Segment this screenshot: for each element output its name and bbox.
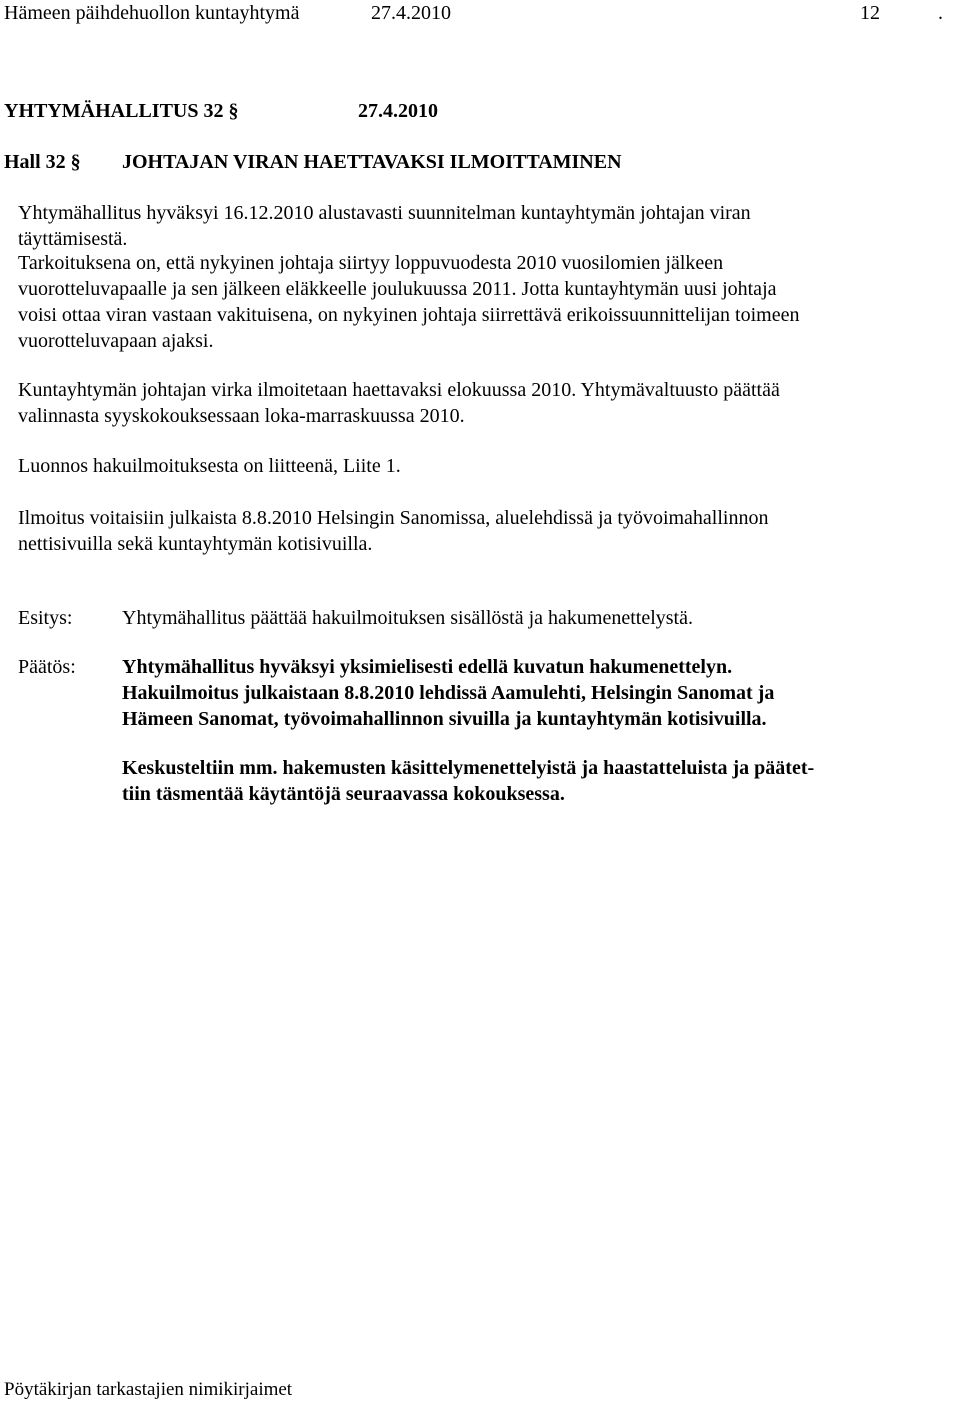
decision-discussion (122, 755, 942, 807)
paragraph-2 (18, 250, 938, 354)
paragraph-4-line-1: Luonnos hakuilmoituksesta on liitteenä, Liite 1. (18, 455, 401, 477)
decision-line-1: Yhtymähallitus hyväksyi yksimielisesti edellä kuvatun hakumenettelyn. (122, 656, 733, 678)
footer-signature-initials: Pöytäkirjan tarkastajien nimikirjaimet (4, 1379, 293, 1400)
meeting-body: YHTYMÄHALLITUS 32 § (4, 100, 239, 122)
paragraph-2-line-4: vuorotteluvapaan ajaksi. (18, 330, 214, 352)
proposal-text: Yhtymähallitus päättää hakuilmoituksen sisällöstä ja hakumenettelystä. (122, 607, 693, 629)
decision-line-3: Hämeen Sanomat, työvoimahallinnon sivuilla ja kuntayhtymän kotisivuilla. (122, 708, 767, 730)
item-ref: Hall 32 § (4, 151, 81, 173)
paragraph-5-line-1: Ilmoitus voitaisiin julkaista 8.8.2010 Helsingin Sanomissa, aluelehdissä ja työvoimahallinnon (18, 507, 769, 529)
paragraph-2-line-3: voisi ottaa viran vastaan vakituisena, on nykyinen johtaja siirrettävä erikoissuunnittelijan toimeen (18, 304, 800, 326)
paragraph-1 (18, 200, 938, 252)
paragraph-4 (18, 453, 938, 479)
proposal-label: Esitys: (18, 607, 73, 629)
meeting-date: 27.4.2010 (358, 100, 438, 122)
item-title: JOHTAJAN VIRAN HAETTAVAKSI ILMOITTAMINEN (122, 151, 622, 173)
paragraph-1-line-2: täyttämisestä. (18, 228, 128, 250)
paragraph-3-line-2: valinnasta syyskokouksessaan loka-marraskuussa 2010. (18, 405, 465, 427)
header-organization: Hämeen päihdehuollon kuntayhtymä (4, 2, 300, 24)
paragraph-3-line-1: Kuntayhtymän johtajan virka ilmoitetaan haettavaksi elokuussa 2010. Yhtymävaltuusto päättää (18, 379, 780, 401)
header-dot: . (938, 2, 943, 24)
paragraph-2-line-2: vuorotteluvapaalle ja sen jälkeen eläkkeelle joulukuussa 2011. Jotta kuntayhtymän uusi johtaja (18, 278, 777, 300)
paragraph-1-line-1: Yhtymähallitus hyväksyi 16.12.2010 alustavasti suunnitelman kuntayhtymän johtajan viran (18, 202, 751, 224)
paragraph-5 (18, 505, 938, 557)
paragraph-5-line-2: nettisivuilla sekä kuntayhtymän kotisivuilla. (18, 533, 373, 555)
paragraph-2-line-1: Tarkoituksena on, että nykyinen johtaja siirtyy loppuvuodesta 2010 vuosilomien jälkeen (18, 252, 724, 274)
decision-line-2: Hakuilmoitus julkaistaan 8.8.2010 lehdissä Aamulehti, Helsingin Sanomat ja (122, 682, 775, 704)
header-date: 27.4.2010 (371, 2, 451, 24)
decision-text (122, 654, 942, 732)
paragraph-3 (18, 377, 938, 429)
page-number: 12 (860, 2, 880, 24)
decision-line-5: tiin täsmentää käytäntöjä seuraavassa kokouksessa. (122, 783, 565, 805)
decision-label: Päätös: (18, 656, 76, 678)
decision-line-4: Keskusteltiin mm. hakemusten käsittelymenettelyistä ja haastatteluista ja päätet- (122, 757, 815, 779)
